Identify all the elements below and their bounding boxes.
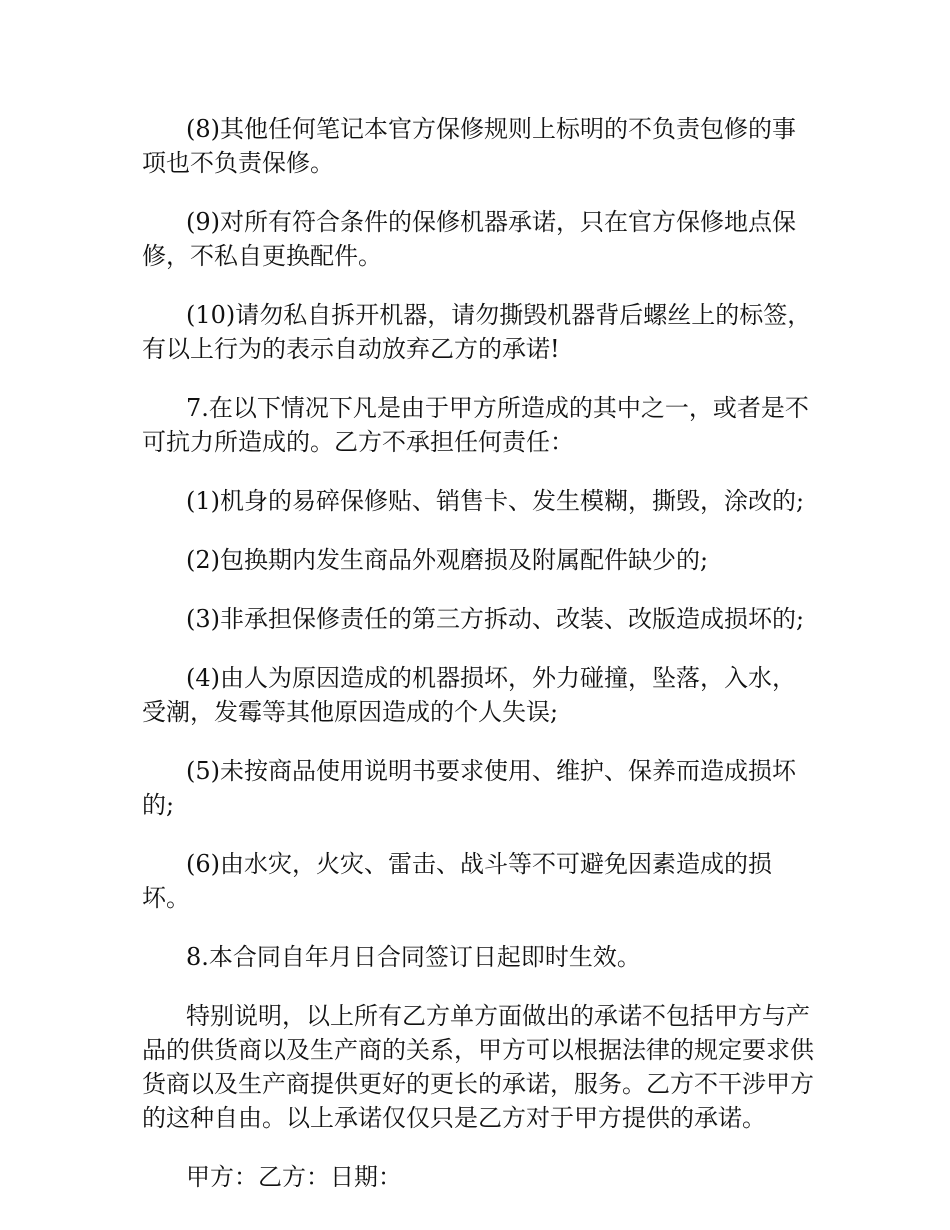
clause-8-item: (8)其他任何笔记本官方保修规则上标明的不负责包修的事项也不负责保修。	[142, 115, 796, 177]
exemption-2-item: (2)包换期内发生商品外观磨损及附属配件缺少的;	[186, 546, 709, 574]
section-8-effective-date: 8.本合同自年月日合同签订日起即时生效。	[186, 943, 641, 971]
exemption-4-item: (4)由人为原因造成的机器损坏，外力碰撞，坠落，入水，受潮，发霉等其他原因造成的个人失误;	[142, 664, 796, 726]
section-7-heading: 7.在以下情况下凡是由于甲方所造成的其中之一，或者是不可抗力所造成的。乙方不承担任何责任：	[142, 394, 809, 456]
clause-9-item: (9)对所有符合条件的保修机器承诺，只在官方保修地点保修，不私自更换配件。	[142, 208, 796, 270]
clause-10-item: (10)请勿私自拆开机器，请勿撕毁机器背后螺丝上的标签，有以上行为的表示自动放弃乙方的承诺!	[142, 301, 812, 363]
exemption-1-item: (1)机身的易碎保修贴、销售卡、发生模糊，撕毁，涂改的;	[186, 487, 805, 515]
special-note-paragraph: 特别说明，以上所有乙方单方面做出的承诺不包括甲方与产品的供货商以及生产商的关系，甲方可以根据法律的规定要求供货商以及生产商提供更好的更长的承诺，服务。乙方不干涉甲方的这种自由。以上承诺仅仅只是乙方对于甲方提供的承诺。	[142, 1002, 814, 1132]
exemption-6-item: (6)由水灾，火灾、雷击、战斗等不可避免因素造成的损坏。	[142, 850, 772, 912]
signature-line: 甲方：乙方：日期：	[186, 1163, 402, 1191]
exemption-3-item: (3)非承担保修责任的第三方拆动、改装、改版造成损坏的;	[186, 605, 805, 633]
exemption-5-item: (5)未按商品使用说明书要求使用、维护、保养而造成损坏的;	[142, 757, 796, 819]
document-body	[142, 112, 814, 1219]
